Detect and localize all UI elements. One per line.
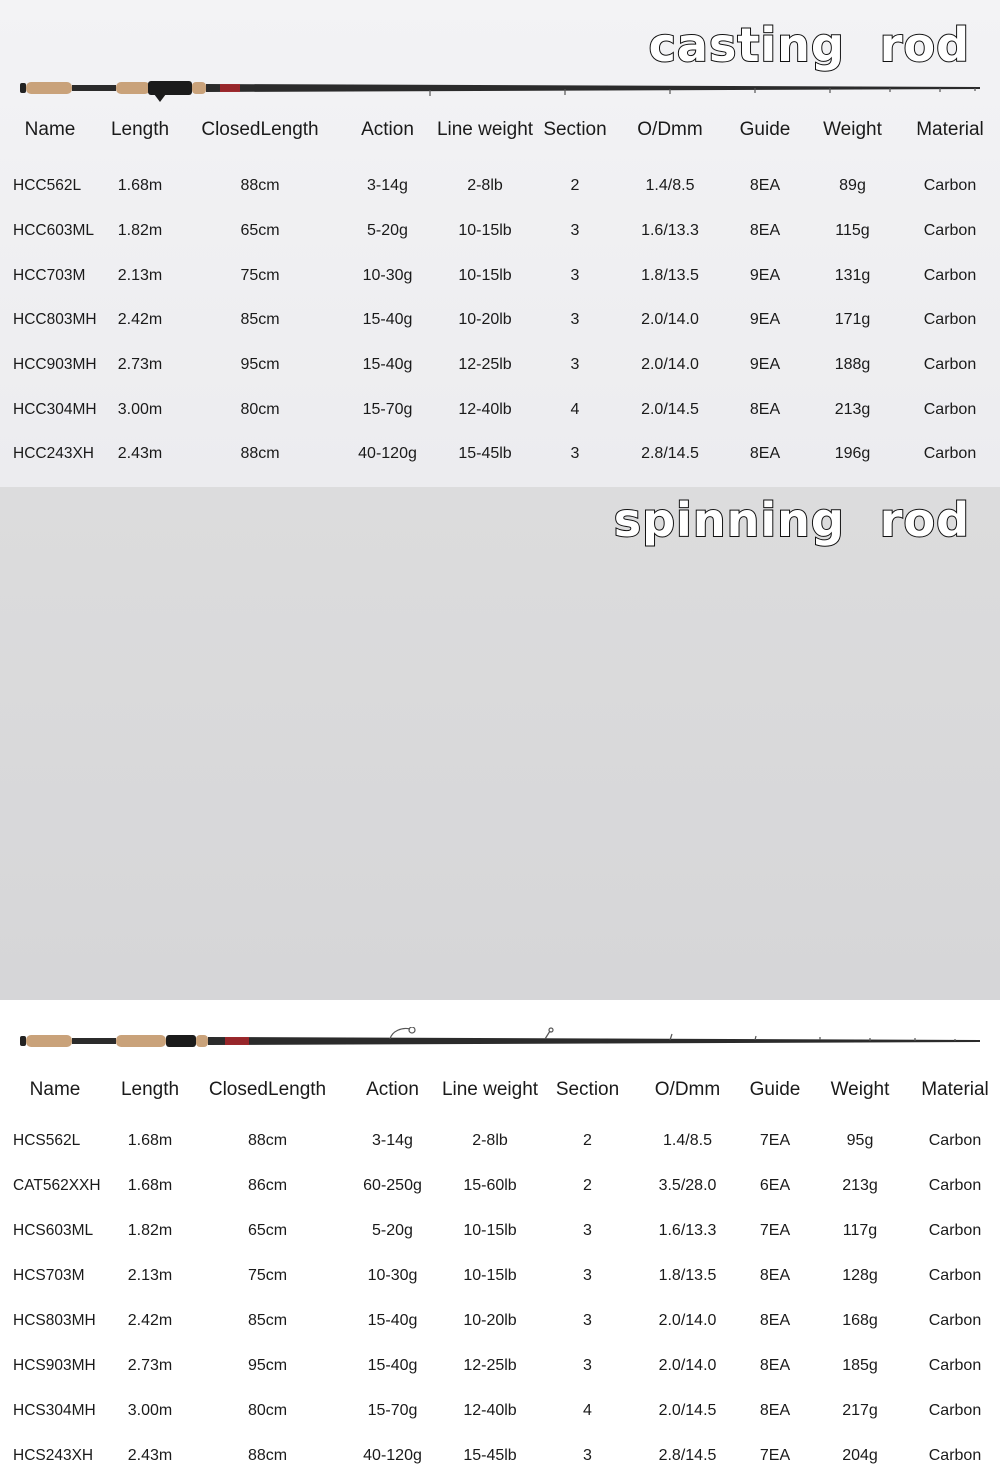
cell-material: Carbon	[923, 222, 977, 240]
cell-closed-length: 75cm	[240, 266, 280, 284]
table-row	[0, 164, 1000, 209]
cell-material: Carbon	[928, 1311, 982, 1329]
cell-weight: 185g	[842, 1356, 878, 1374]
cell-line-weight: 10-15lb	[463, 1266, 517, 1284]
header-material: Material	[916, 119, 984, 140]
cell-weight: 213g	[842, 1176, 878, 1194]
cell-length: 3.00m	[127, 1401, 173, 1419]
cell-name: HCC603ML	[13, 222, 94, 240]
header-guide: Guide	[739, 119, 791, 140]
cell-guide: 8EA	[749, 400, 781, 418]
cell-name: CAT562XXH	[13, 1176, 101, 1194]
cell-od: 1.4/8.5	[645, 177, 695, 195]
table-row	[0, 1208, 1000, 1253]
cell-section: 3	[583, 1266, 592, 1284]
cell-section: 3	[570, 311, 580, 329]
cell-weight: 128g	[842, 1266, 878, 1284]
cell-material: Carbon	[928, 1446, 982, 1464]
cell-name: HCS603ML	[13, 1221, 94, 1239]
cell-od: 1.6/13.3	[658, 1221, 717, 1239]
cell-action: 15-40g	[362, 356, 413, 374]
header-section: Section	[543, 119, 607, 140]
header-weight: Weight	[830, 1079, 890, 1100]
cell-closed-length: 88cm	[247, 1446, 288, 1464]
cell-od: 1.8/13.5	[641, 266, 699, 284]
cell-name: HCC903MH	[13, 356, 97, 374]
header-section: Section	[555, 1079, 620, 1100]
table-row	[0, 209, 1000, 254]
cell-od: 2.8/14.5	[658, 1446, 717, 1464]
cell-guide: 8EA	[749, 222, 781, 240]
cell-od: 2.0/14.5	[658, 1401, 717, 1419]
header-closed-length: ClosedLength	[208, 1079, 327, 1100]
cell-closed-length: 75cm	[247, 1266, 288, 1284]
cell-name: HCS304MH	[13, 1401, 96, 1419]
cell-section: 3	[570, 445, 580, 463]
cell-material: Carbon	[923, 266, 977, 284]
cell-section: 2	[583, 1131, 592, 1149]
cell-action: 10-30g	[367, 1266, 418, 1284]
cell-section: 3	[583, 1221, 592, 1239]
cell-weight: 217g	[842, 1401, 878, 1419]
cell-material: Carbon	[928, 1176, 982, 1194]
header-od: O/Dmm	[637, 119, 703, 140]
header-action: Action	[366, 1079, 419, 1100]
cell-od: 1.4/8.5	[663, 1131, 712, 1149]
cell-guide: 9EA	[749, 356, 781, 374]
cell-name: HCS903MH	[13, 1356, 96, 1374]
cell-material: Carbon	[923, 400, 977, 418]
cell-section: 4	[570, 400, 580, 418]
cell-action: 15-40g	[367, 1356, 418, 1374]
cell-weight: 131g	[834, 266, 871, 284]
table-row	[0, 343, 1000, 388]
cell-length: 2.43m	[117, 445, 163, 463]
casting-rod-title: casting rod	[648, 18, 970, 72]
cell-section: 2	[583, 1176, 592, 1194]
table-row	[0, 432, 1000, 477]
cell-section: 3	[570, 222, 580, 240]
header-weight: Weight	[823, 119, 882, 140]
cell-length: 1.82m	[127, 1221, 173, 1239]
cell-line-weight: 2-8lb	[467, 177, 503, 195]
cell-material: Carbon	[923, 177, 977, 195]
header-od: O/Dmm	[654, 1079, 721, 1100]
cell-length: 1.68m	[127, 1176, 173, 1194]
cell-section: 3	[583, 1446, 592, 1464]
table-row	[0, 1253, 1000, 1298]
cell-section: 3	[583, 1356, 592, 1374]
cell-section: 2	[570, 177, 580, 195]
cell-guide: 8EA	[749, 445, 781, 463]
header-action: Action	[361, 119, 414, 140]
cell-action: 3-14g	[372, 1131, 413, 1149]
cell-section: 3	[570, 266, 580, 284]
cell-line-weight: 12-40lb	[463, 1401, 517, 1419]
table-row	[0, 387, 1000, 432]
cell-closed-length: 85cm	[247, 1311, 288, 1329]
cell-od: 2.8/14.5	[641, 445, 699, 463]
cell-material: Carbon	[923, 311, 977, 329]
cell-closed-length: 86cm	[247, 1176, 288, 1194]
header-length: Length	[120, 1079, 180, 1100]
cell-name: HCC803MH	[13, 311, 97, 329]
table-row	[0, 1298, 1000, 1343]
header-name: Name	[24, 119, 76, 140]
cell-closed-length: 80cm	[247, 1401, 288, 1419]
cell-action: 60-250g	[363, 1176, 422, 1194]
cell-guide: 8EA	[759, 1266, 791, 1284]
cell-line-weight: 15-45lb	[458, 445, 512, 463]
table-row	[0, 1343, 1000, 1388]
cell-material: Carbon	[928, 1266, 982, 1284]
cell-action: 15-40g	[367, 1311, 418, 1329]
cell-length: 2.43m	[127, 1446, 173, 1464]
cell-closed-length: 95cm	[247, 1356, 288, 1374]
cell-guide: 7EA	[759, 1221, 791, 1239]
cell-name: HCC304MH	[13, 400, 97, 418]
table-row	[0, 1118, 1000, 1163]
cell-length: 2.42m	[127, 1311, 173, 1329]
cell-od: 2.0/14.0	[658, 1311, 717, 1329]
cell-material: Carbon	[928, 1356, 982, 1374]
cell-action: 40-120g	[363, 1446, 422, 1464]
cell-weight: 168g	[842, 1311, 878, 1329]
table-header-row	[0, 110, 1000, 150]
cell-material: Carbon	[928, 1131, 982, 1149]
cell-line-weight: 15-60lb	[463, 1176, 517, 1194]
spinning-rod-illustration	[20, 1027, 980, 1057]
cell-line-weight: 10-15lb	[458, 222, 512, 240]
cell-length: 2.42m	[117, 311, 163, 329]
cell-weight: 171g	[834, 311, 871, 329]
cell-material: Carbon	[928, 1401, 982, 1419]
cell-line-weight: 2-8lb	[472, 1131, 508, 1149]
spinning-rod-title: spinning rod	[613, 493, 970, 547]
cell-od: 2.0/14.0	[658, 1356, 717, 1374]
cell-od: 2.0/14.0	[641, 311, 699, 329]
cell-closed-length: 65cm	[240, 222, 280, 240]
cell-material: Carbon	[928, 1221, 982, 1239]
cell-closed-length: 88cm	[247, 1131, 288, 1149]
table-row	[0, 298, 1000, 343]
cell-od: 2.0/14.0	[641, 356, 699, 374]
cell-od: 1.6/13.3	[641, 222, 699, 240]
cell-length: 3.00m	[117, 400, 163, 418]
cell-name: HCS703M	[13, 1266, 85, 1284]
cell-weight: 117g	[842, 1221, 878, 1239]
cell-length: 1.68m	[127, 1131, 173, 1149]
cell-weight: 115g	[835, 222, 870, 240]
cell-od: 2.0/14.5	[641, 400, 699, 418]
cell-action: 15-70g	[362, 400, 413, 418]
cell-action: 15-70g	[367, 1401, 418, 1419]
cell-weight: 196g	[834, 445, 871, 463]
cell-weight: 89g	[839, 177, 866, 195]
cell-guide: 8EA	[759, 1401, 791, 1419]
cell-action: 3-14g	[367, 177, 408, 195]
cell-name: HCC703M	[13, 266, 86, 284]
cell-length: 1.68m	[117, 177, 163, 195]
spinning-specs-table	[0, 1070, 1000, 1478]
header-material: Material	[921, 1079, 989, 1100]
cell-line-weight: 10-15lb	[463, 1221, 517, 1239]
cell-action: 15-40g	[362, 311, 413, 329]
cell-weight: 213g	[834, 400, 871, 418]
cell-section: 4	[583, 1401, 592, 1419]
cell-length: 2.73m	[127, 1356, 173, 1374]
cell-name: HCC243XH	[13, 445, 94, 463]
cell-guide: 7EA	[759, 1446, 791, 1464]
cell-line-weight: 10-20lb	[458, 311, 512, 329]
cell-closed-length: 88cm	[240, 445, 280, 463]
table-row	[0, 1388, 1000, 1433]
cell-closed-length: 85cm	[240, 311, 280, 329]
cell-guide: 9EA	[749, 311, 781, 329]
table-row	[0, 253, 1000, 298]
cell-length: 1.82m	[117, 222, 163, 240]
cell-action: 5-20g	[372, 1221, 413, 1239]
cell-action: 5-20g	[367, 222, 408, 240]
header-length: Length	[110, 119, 170, 140]
cell-guide: 8EA	[749, 177, 781, 195]
cell-line-weight: 15-45lb	[463, 1446, 517, 1464]
header-name: Name	[29, 1079, 81, 1100]
cell-section: 3	[583, 1311, 592, 1329]
cell-weight: 95g	[846, 1131, 874, 1149]
cell-name: HCS562L	[13, 1131, 81, 1149]
table-header-row	[0, 1070, 1000, 1110]
cell-closed-length: 88cm	[240, 177, 280, 195]
header-guide: Guide	[749, 1079, 801, 1100]
cell-line-weight: 10-20lb	[463, 1311, 517, 1329]
cell-line-weight: 10-15lb	[458, 266, 512, 284]
cell-section: 3	[570, 356, 580, 374]
cell-od: 3.5/28.0	[658, 1176, 717, 1194]
cell-closed-length: 65cm	[247, 1221, 288, 1239]
casting-rod-illustration	[20, 72, 980, 102]
cell-material: Carbon	[923, 445, 977, 463]
cell-action: 10-30g	[362, 266, 413, 284]
cell-length: 2.13m	[127, 1266, 173, 1284]
cell-guide: 7EA	[759, 1131, 791, 1149]
casting-specs-table	[0, 110, 1000, 477]
cell-guide: 8EA	[759, 1356, 791, 1374]
cell-guide: 9EA	[749, 266, 781, 284]
casting-rod-section	[0, 0, 1000, 487]
cell-weight: 188g	[834, 356, 871, 374]
header-line-weight: Line weight	[436, 119, 534, 140]
cell-name: HCS803MH	[13, 1311, 96, 1329]
cell-action: 40-120g	[358, 445, 417, 463]
table-row	[0, 1163, 1000, 1208]
cell-line-weight: 12-25lb	[463, 1356, 517, 1374]
cell-line-weight: 12-40lb	[458, 400, 512, 418]
spinning-rod-section	[0, 487, 1000, 1464]
cell-line-weight: 12-25lb	[458, 356, 512, 374]
cell-material: Carbon	[923, 356, 977, 374]
table-row	[0, 1433, 1000, 1478]
cell-name: HCS243XH	[13, 1446, 94, 1464]
header-closed-length: ClosedLength	[201, 119, 319, 140]
cell-weight: 204g	[842, 1446, 878, 1464]
cell-length: 2.13m	[117, 266, 163, 284]
cell-closed-length: 95cm	[240, 356, 280, 374]
cell-od: 1.8/13.5	[658, 1266, 717, 1284]
cell-guide: 8EA	[759, 1311, 791, 1329]
header-line-weight: Line weight	[441, 1079, 539, 1100]
cell-name: HCC562L	[13, 177, 82, 195]
cell-closed-length: 80cm	[240, 400, 280, 418]
cell-length: 2.73m	[117, 356, 163, 374]
cell-guide: 6EA	[759, 1176, 791, 1194]
